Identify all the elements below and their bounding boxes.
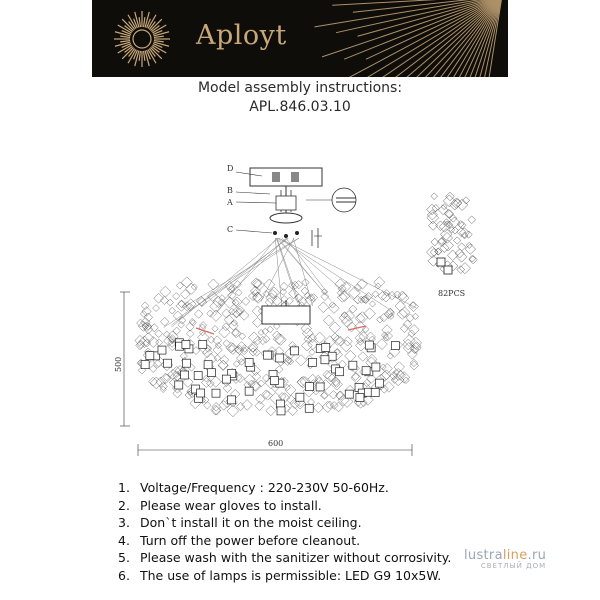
instructions-list [118,479,451,584]
height-dimension: 500 [114,356,123,372]
part-label-b: B [227,186,233,195]
instruction-item: 3. Don`t install it on the moist ceiling. [118,515,362,530]
mounting-ring [270,213,302,223]
width-dimension: 600 [268,439,284,448]
instruction-item: 1. Voltage/Frequency : 220-230V 50-60Hz. [118,480,389,495]
crystal-strand-sample [426,192,477,274]
brand-name: Aployt [196,20,287,51]
part-label-c: C [227,225,234,234]
document-title: Model assembly instructions: [197,80,403,96]
instruction-item: 5. Please wash with the sanitizer without corrosivity. [118,550,452,565]
canopy-screw [272,172,280,182]
watermark: lustraline.ru СВЕТЛЫЙ ДОМ [464,548,547,570]
part-label-d: D [227,164,234,173]
canopy-screw [291,172,299,182]
wire-detail-circle [332,188,356,212]
model-number: APL.846.03.10 [249,99,351,115]
instruction-item: 2. Please wear gloves to install. [118,497,322,513]
pieces-count: 82PCS [438,289,466,298]
ceiling-canopy [250,168,322,186]
center-body [262,306,310,324]
part-label-a: A [227,198,233,207]
mounting-bracket [276,196,296,210]
instruction-item: 6. The use of lamps is permissible: LED G9 10x5W. [118,567,442,583]
instruction-item: 4. Turn off the power before cleanout. [118,532,361,548]
